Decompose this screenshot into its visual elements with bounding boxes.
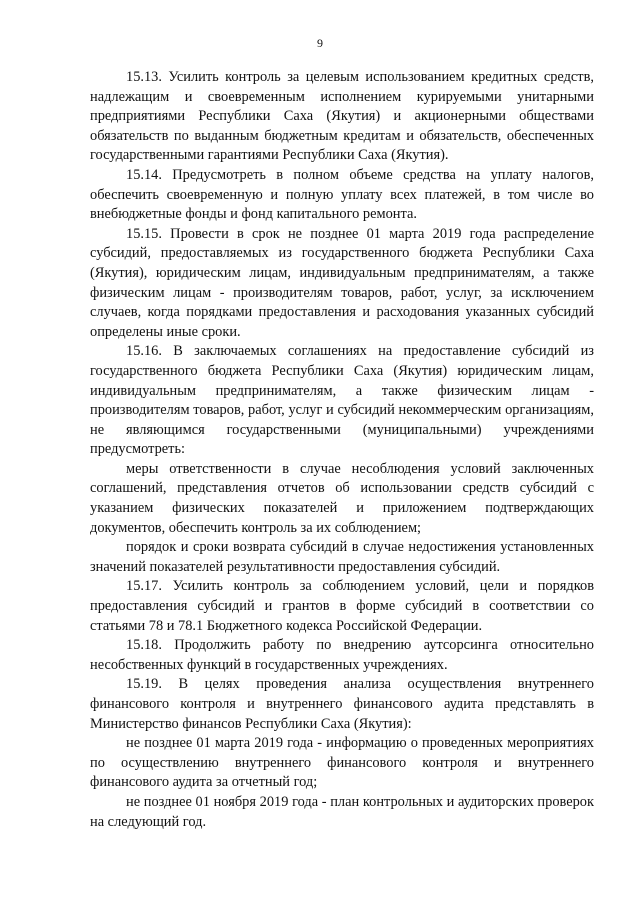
paragraph-15-16-item-responsibility: меры ответственности в случае несоблюдения условий заключенных соглашений, представления отчетов об использовании средств субсидий с указанием физических показателей и приложением подтверждающих документов, обеспечить контроль за их соблюдением; — [90, 460, 594, 536]
paragraph-15-18: 15.18. Продолжить работу по внедрению аутсорсинга относительно несобственных функций в государственных учреждениях. — [90, 637, 594, 673]
paragraph-15-19-item-march: не позднее 01 марта 2019 года - информацию о проведенных мероприятиях по осуществлению внутреннего финансового контроля и внутреннего финансового аудита за отчетный год; — [90, 735, 594, 791]
paragraph-15-19: 15.19. В целях проведения анализа осуществления внутреннего финансового контроля и внутреннего финансового аудита представлять в Министерство финансов Республики Саха (Якутия): — [90, 676, 594, 732]
page-number: 9 — [317, 36, 323, 50]
paragraph-15-14: 15.14. Предусмотреть в полном объеме средства на уплату налогов, обеспечить своевременную и полную уплату всех платежей, в том числе во внебюджетные фонды и фонд капитального ремонта. — [90, 166, 594, 223]
paragraph-15-17: 15.17. Усилить контроль за соблюдением условий, цели и порядков предоставления субсидий и грантов в форме субсидий в соответствии со статьями 78 и 78.1 Бюджетного кодекса Российской Федерации. — [90, 578, 594, 634]
paragraph-15-15: 15.15. Провести в срок не позднее 01 марта 2019 года распределение субсидий, предоставляемых из государственного бюджета Республики Саха (Якутия), юридическим лицам, индивидуальным предпринимателям, а также физическим лицам - производителям товаров, работ, услуг, за исключением случаев, когда порядками предоставления и расходования указанных субсидий определены иные сроки. — [90, 225, 594, 340]
document-body — [90, 68, 594, 832]
paragraph-15-16: 15.16. В заключаемых соглашениях на предоставление субсидий из государственного бюджета Республики Саха (Якутия) юридическим лицам, индивидуальным предпринимателям, а также физическим лицам - производителям товаров, работ, услуг и субсидий некоммерческим организациям, не являющимся государственными (муниципальными) учреждениями предусмотреть: — [90, 343, 594, 458]
paragraph-15-16-item-refund: порядок и сроки возврата субсидий в случае недостижения установленных значений показателей результативности предоставления субсидий. — [90, 539, 594, 575]
paragraph-15-13: 15.13. Усилить контроль за целевым использованием кредитных средств, надлежащим и своевременным исполнением курируемыми унитарными предприятиями Республики Саха (Якутия) и акционерными обществами обязательств по выданным бюджетным кредитам и обязательств, обеспеченных государственными гарантиями Республики Саха (Якутия). — [90, 69, 594, 164]
paragraph-15-19-item-november: не позднее 01 ноября 2019 года - план контрольных и аудиторских проверок на следующий год. — [90, 793, 594, 830]
